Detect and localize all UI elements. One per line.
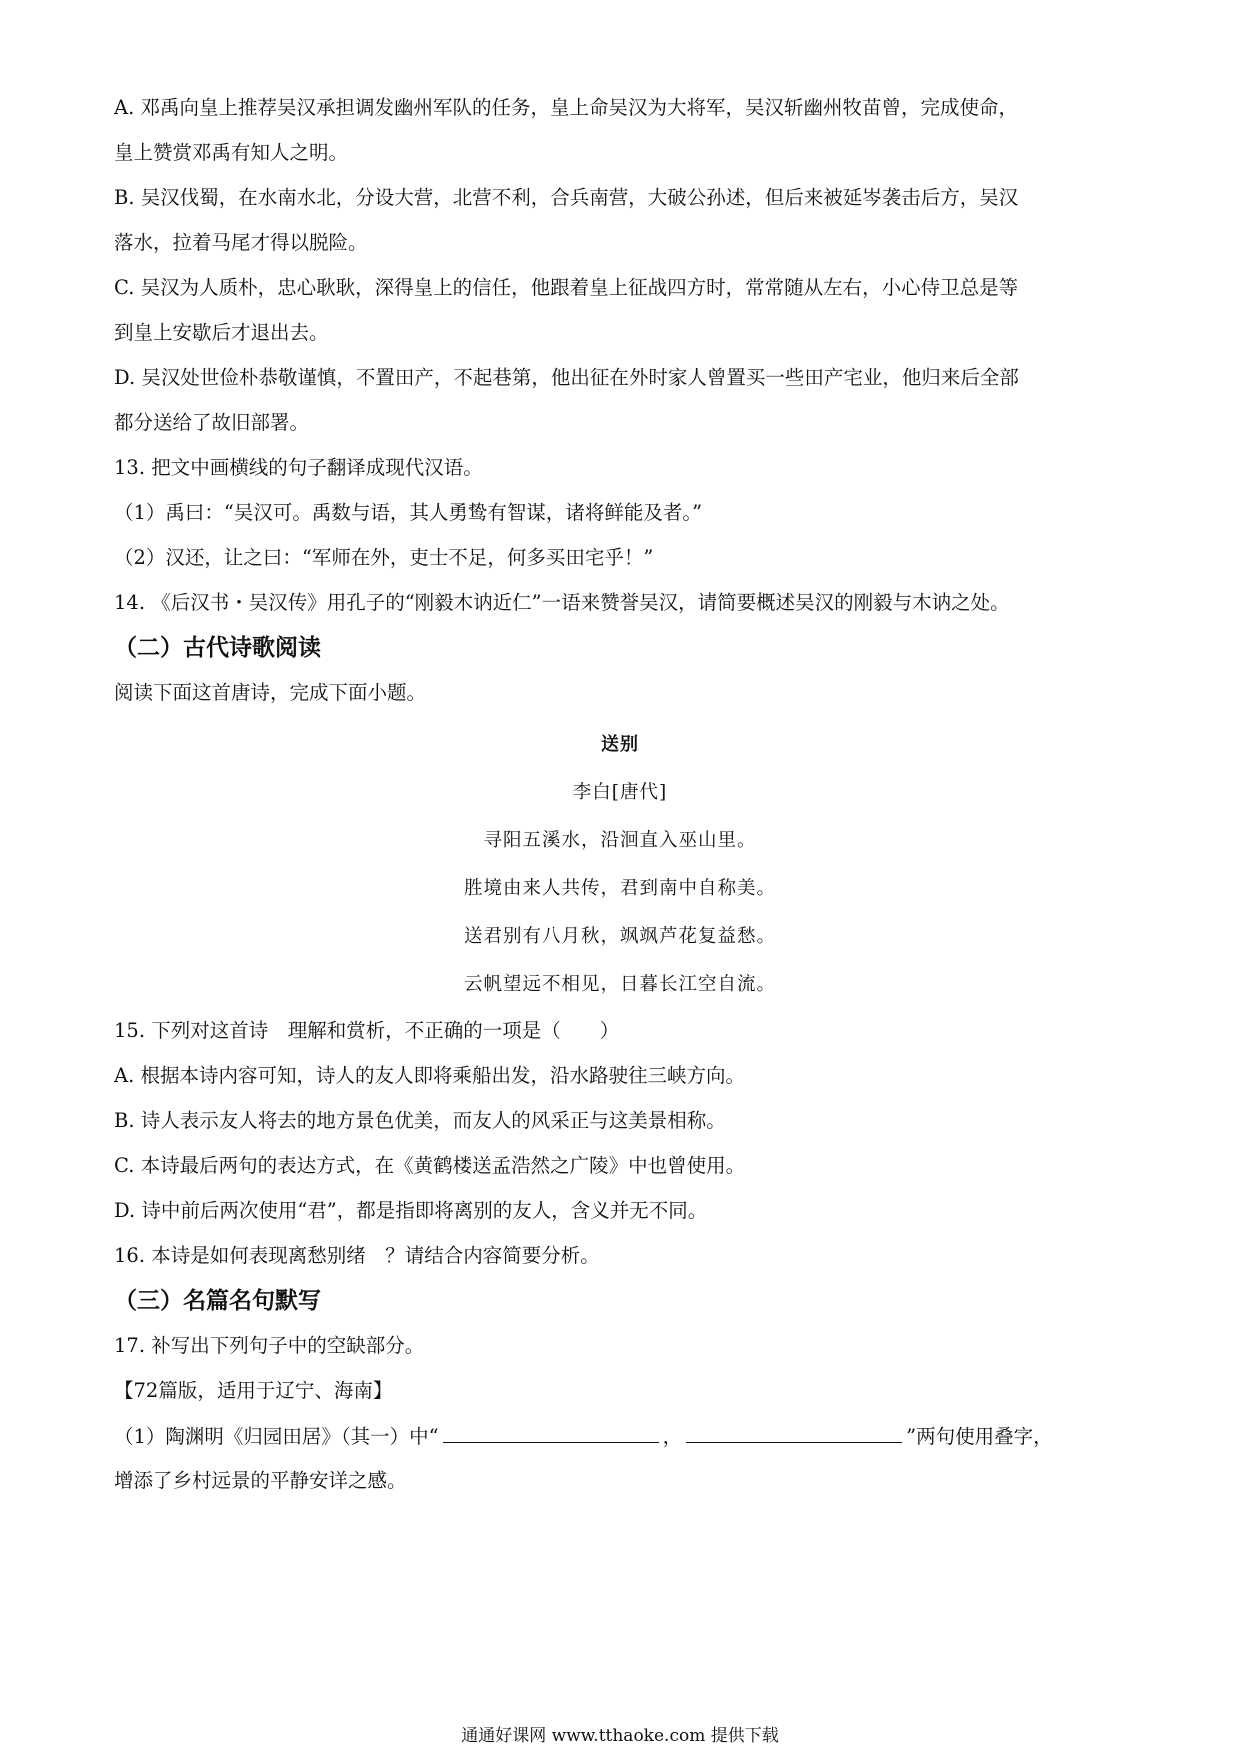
q12-option-c-line2: 到皇上安歇后才退出去。: [114, 321, 329, 344]
poem-line: 胜境由来人共传，君到南中自称美。: [463, 878, 776, 899]
q12-option-d-line2: 都分送给了故旧部署。: [114, 411, 310, 434]
q17-stem: 17. 补写出下列句子中的空缺部分。: [114, 1334, 425, 1357]
fill-blank-1[interactable]: [443, 1422, 659, 1443]
q15-option-b: B. 诗人表示友人将去的地方景色优美，而友人的风采正与这美景相称。: [114, 1109, 726, 1132]
q16-stem: 16. 本诗是如何表现离愁别绪 ？请结合内容简要分析。: [114, 1244, 600, 1267]
q17-item-1-separator: ，: [662, 1425, 683, 1448]
q15-option-d: D. 诗中前后两次使用“君”，都是指即将离别的友人，含义并无不同。: [114, 1199, 708, 1222]
section-heading-recitation: （三）名篇名句默写: [114, 1288, 321, 1314]
poem-title: 送别: [601, 734, 639, 755]
q15-option-a: A. 根据本诗内容可知，诗人的友人即将乘船出发，沿水路驶往三峡方向。: [114, 1064, 745, 1087]
q13-sentence-2: （2）汉还，让之曰：“军师在外，吏士不足，何多买田宅乎！”: [114, 546, 654, 569]
q12-option-d-line1: D. 吴汉处世俭朴恭敬谨慎，不置田产，不起巷第，他出征在外时家人曾置买一些田产宅业，他归来后全部: [114, 366, 1019, 389]
q17-version-note: 【72篇版，适用于辽宁、海南】: [114, 1379, 393, 1402]
q12-option-c-line1: C. 吴汉为人质朴，忠心耿耿，深得皇上的信任，他跟着皇上征战四方时，常常随从左右，小心侍卫总是等: [114, 276, 1019, 299]
q12-option-b-line2: 落水，拉着马尾才得以脱险。: [114, 231, 368, 254]
q17-item-1-suffix: ”两句使用叠字，: [906, 1425, 1053, 1448]
poem-line: 寻阳五溪水，沿洄直入巫山里。: [483, 830, 757, 851]
q12-option-a-line2: 皇上赞赏邓禹有知人之明。: [114, 141, 349, 164]
poetry-intro: 阅读下面这首唐诗，完成下面小题。: [114, 681, 427, 704]
page-footer: 通通好课网 www.tthaoke.com 提供下载: [461, 1726, 779, 1746]
poem-line: 送君别有八月秋，飒飒芦花复益愁。: [463, 926, 776, 947]
poem-line: 云帆望远不相见，日暮长江空自流。: [463, 974, 776, 995]
q17-item-1-line2: 增添了乡村远景的平静安详之感。: [114, 1469, 407, 1492]
q17-item-1: [114, 1422, 1134, 1451]
poem-author: 李白[唐代]: [572, 782, 668, 803]
q13-sentence-1: （1）禹曰：“吴汉可。禹数与语，其人勇鸷有智谋，诸将鲜能及者。”: [114, 501, 703, 524]
q17-item-1-prefix: （1）陶渊明《归园田居》（其一）中“: [114, 1425, 439, 1448]
q13-stem: 13. 把文中画横线的句子翻译成现代汉语。: [114, 456, 483, 479]
q15-stem: 15. 下列对这首诗 理解和赏析，不正确的一项是（ ）: [114, 1019, 620, 1042]
q12-option-a-line1: A. 邓禹向皇上推荐吴汉承担调发幽州军队的任务，皇上命吴汉为大将军，吴汉斩幽州牧苗曾，完成使命，: [114, 96, 1018, 119]
section-heading-poetry: （二）古代诗歌阅读: [114, 635, 321, 661]
q14-stem: 14. 《后汉书・吴汉传》用孔子的“刚毅木讷近仁”一语来赞誉吴汉，请简要概述吴汉的刚毅与木讷之处。: [114, 591, 1010, 614]
fill-blank-2[interactable]: [686, 1422, 902, 1443]
q12-option-b-line1: B. 吴汉伐蜀，在水南水北，分设大营，北营不利，合兵南营，大破公孙述，但后来被延岑袭击后方，吴汉: [114, 186, 1019, 209]
q15-option-c: C. 本诗最后两句的表达方式，在《黄鹤楼送孟浩然之广陵》中也曾使用。: [114, 1154, 746, 1177]
